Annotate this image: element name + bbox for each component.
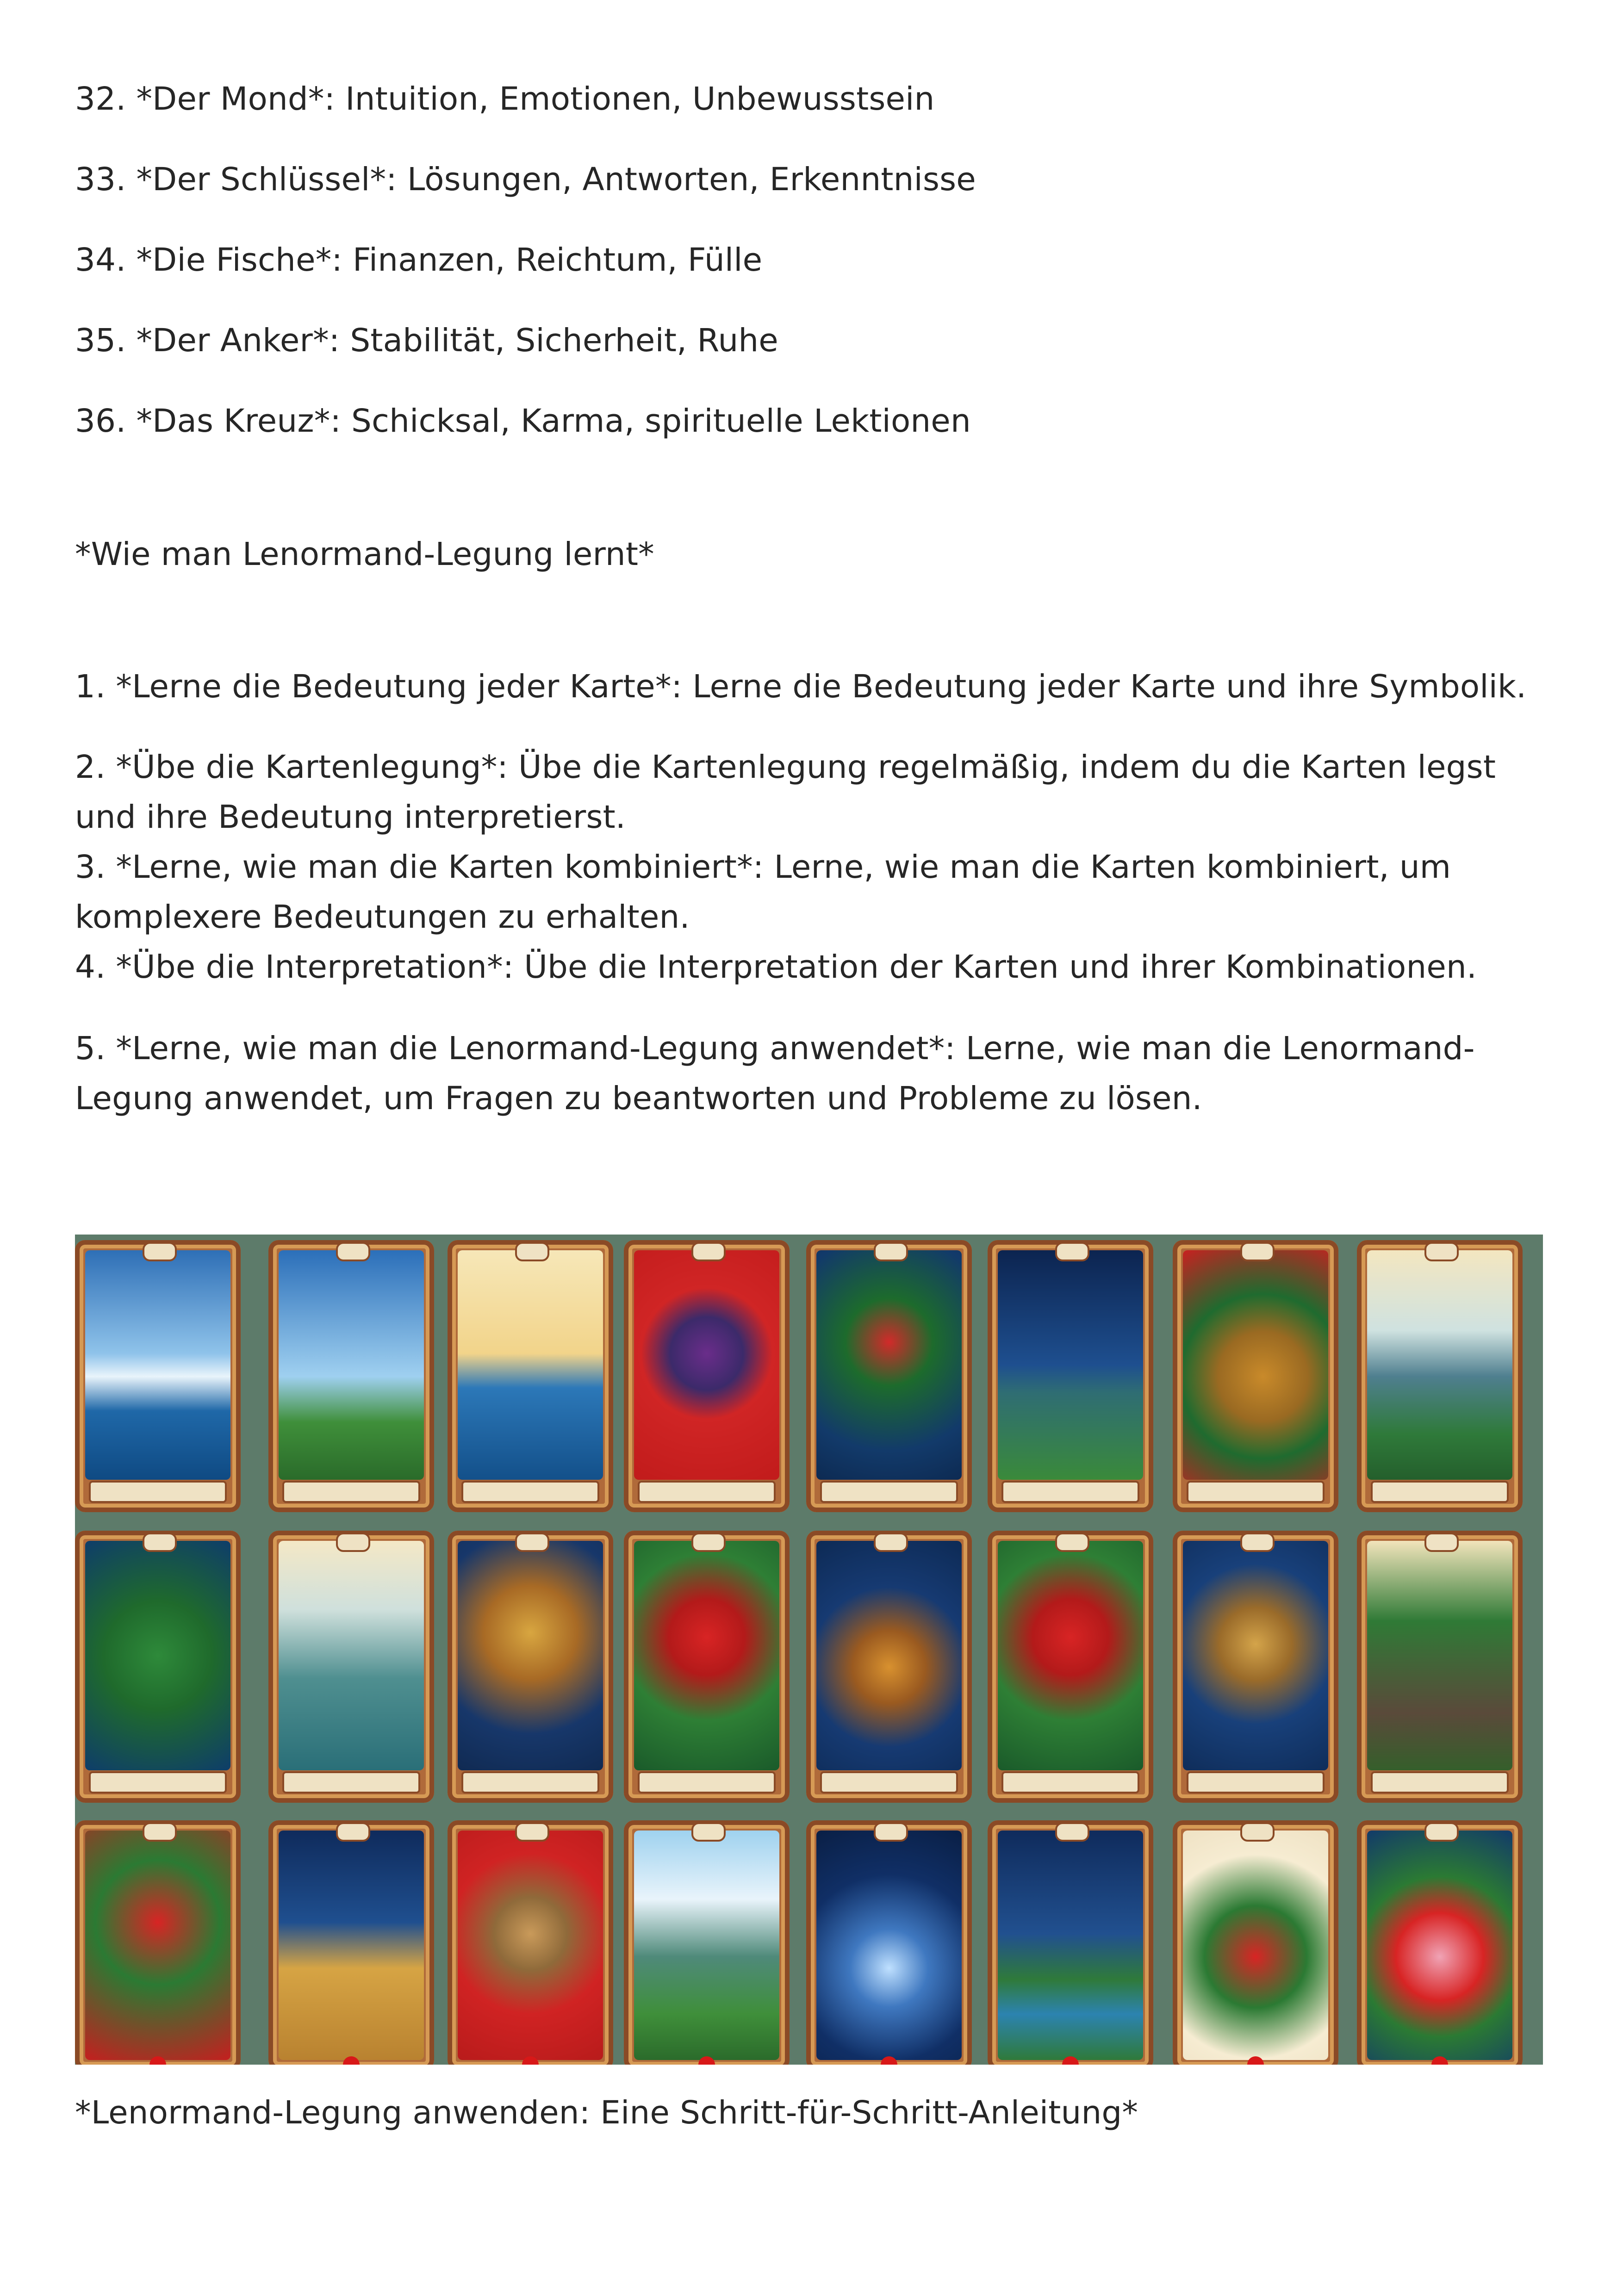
card-name-banner — [282, 1771, 420, 1793]
card-name-banner — [638, 1771, 776, 1793]
card-name-banner — [461, 1771, 599, 1793]
lenormand-cards-image — [75, 1235, 1543, 2065]
card-number-badge — [336, 1822, 370, 1842]
card-list-item: 35. *Der Anker*: Stabilität, Sicherheit, Ruhe — [75, 322, 778, 359]
lenormand-card — [988, 1820, 1153, 2065]
lenormand-card — [75, 1531, 241, 1803]
card-number-badge — [691, 1533, 726, 1552]
lenormand-card — [1173, 1531, 1338, 1803]
lenormand-card — [1357, 1820, 1523, 2065]
card-list-item: 33. *Der Schlüssel*: Lösungen, Antworten, Erkenntnisse — [75, 161, 976, 198]
card-number-badge — [515, 1822, 549, 1842]
card-artwork — [85, 1541, 230, 1770]
lenormand-card — [448, 1531, 613, 1803]
card-number-badge — [874, 1242, 908, 1261]
card-artwork — [279, 1541, 424, 1770]
card-name-banner — [638, 1481, 776, 1503]
card-name-banner — [1187, 1481, 1325, 1503]
lenormand-card — [1357, 1531, 1523, 1803]
card-artwork — [998, 1541, 1143, 1770]
lenormand-card — [448, 1240, 613, 1512]
card-number-badge — [515, 1533, 549, 1552]
lenormand-card — [268, 1820, 434, 2065]
lenormand-card — [1357, 1240, 1523, 1512]
step-item: 2. *Übe die Kartenlegung*: Übe die Kartenlegung regelmäßig, indem du die Karten legst und ihre Bedeutung interpretierst. — [75, 749, 1496, 836]
step-item: 3. *Lerne, wie man die Karten kombiniert*: Lerne, wie man die Karten kombiniert, um komplexere Bedeutungen zu erhalten. — [75, 849, 1451, 936]
card-artwork — [634, 1831, 779, 2060]
card-artwork — [458, 1250, 603, 1480]
card-list-item: 34. *Die Fische*: Finanzen, Reichtum, Fülle — [75, 242, 763, 279]
card-number-badge — [1424, 1533, 1459, 1552]
card-artwork — [85, 1250, 230, 1480]
card-artwork — [458, 1831, 603, 2060]
card-artwork — [634, 1250, 779, 1480]
card-name-banner — [89, 1771, 227, 1793]
card-artwork — [816, 1831, 962, 2060]
card-number-badge — [691, 1822, 726, 1842]
lenormand-card — [75, 1820, 241, 2065]
card-name-banner — [1001, 1771, 1139, 1793]
card-artwork — [1367, 1250, 1512, 1480]
card-list-item: 32. *Der Mond*: Intuition, Emotionen, Unbewusstsein — [75, 81, 935, 118]
lenormand-card — [806, 1820, 972, 2065]
card-number-badge — [1055, 1242, 1089, 1261]
lenormand-card — [624, 1240, 790, 1512]
lenormand-card — [624, 1531, 790, 1803]
card-artwork — [1367, 1831, 1512, 2060]
card-number-badge — [515, 1242, 549, 1261]
lenormand-card — [988, 1531, 1153, 1803]
lenormand-card — [448, 1820, 613, 2065]
card-name-banner — [820, 1481, 958, 1503]
lenormand-card — [988, 1240, 1153, 1512]
lenormand-card — [1173, 1820, 1338, 2065]
card-number-badge — [336, 1533, 370, 1552]
card-name-banner — [1371, 1771, 1509, 1793]
lenormand-card — [75, 1240, 241, 1512]
card-artwork — [816, 1541, 962, 1770]
card-number-badge — [1424, 1822, 1459, 1842]
step-item: 1. *Lerne die Bedeutung jeder Karte*: Lerne die Bedeutung jeder Karte und ihre Symbolik. — [75, 668, 1527, 705]
card-number-badge — [143, 1242, 177, 1261]
card-name-banner — [282, 1481, 420, 1503]
card-number-badge — [143, 1533, 177, 1552]
card-number-badge — [691, 1242, 726, 1261]
card-artwork — [816, 1250, 962, 1480]
card-name-banner — [89, 1481, 227, 1503]
lenormand-card — [268, 1240, 434, 1512]
lenormand-card — [624, 1820, 790, 2065]
card-artwork — [998, 1250, 1143, 1480]
card-number-badge — [1240, 1822, 1275, 1842]
card-list-item: 36. *Das Kreuz*: Schicksal, Karma, spirituelle Lektionen — [75, 403, 971, 440]
card-artwork — [998, 1831, 1143, 2060]
card-artwork — [279, 1250, 424, 1480]
card-artwork — [1183, 1541, 1328, 1770]
lenormand-card — [1173, 1240, 1338, 1512]
card-number-badge — [1424, 1242, 1459, 1261]
image-caption: *Lenormand-Legung anwenden: Eine Schritt-für-Schritt-Anleitung* — [75, 2094, 1138, 2131]
step-item: 5. *Lerne, wie man die Lenormand-Legung anwendet*: Lerne, wie man die Lenormand-Legung anwendet, um Fragen zu beantworten und Probleme zu lösen. — [75, 1030, 1475, 1117]
lenormand-card — [268, 1531, 434, 1803]
card-artwork — [1183, 1831, 1328, 2060]
card-artwork — [1183, 1250, 1328, 1480]
card-number-badge — [1240, 1242, 1275, 1261]
card-name-banner — [1371, 1481, 1509, 1503]
card-name-banner — [461, 1481, 599, 1503]
card-number-badge — [1055, 1533, 1089, 1552]
card-number-badge — [1240, 1533, 1275, 1552]
card-artwork — [1367, 1541, 1512, 1770]
card-name-banner — [1187, 1771, 1325, 1793]
card-number-badge — [874, 1822, 908, 1842]
card-name-banner — [1001, 1481, 1139, 1503]
card-artwork — [458, 1541, 603, 1770]
card-number-badge — [874, 1533, 908, 1552]
lenormand-card — [806, 1531, 972, 1803]
lenormand-card — [806, 1240, 972, 1512]
card-artwork — [634, 1541, 779, 1770]
card-artwork — [279, 1831, 424, 2060]
section-heading: *Wie man Lenormand-Legung lernt* — [75, 536, 654, 573]
card-artwork — [85, 1831, 230, 2060]
card-name-banner — [820, 1771, 958, 1793]
step-item: 4. *Übe die Interpretation*: Übe die Interpretation der Karten und ihrer Kombinationen. — [75, 949, 1477, 986]
card-number-badge — [143, 1822, 177, 1842]
card-number-badge — [1055, 1822, 1089, 1842]
card-number-badge — [336, 1242, 370, 1261]
